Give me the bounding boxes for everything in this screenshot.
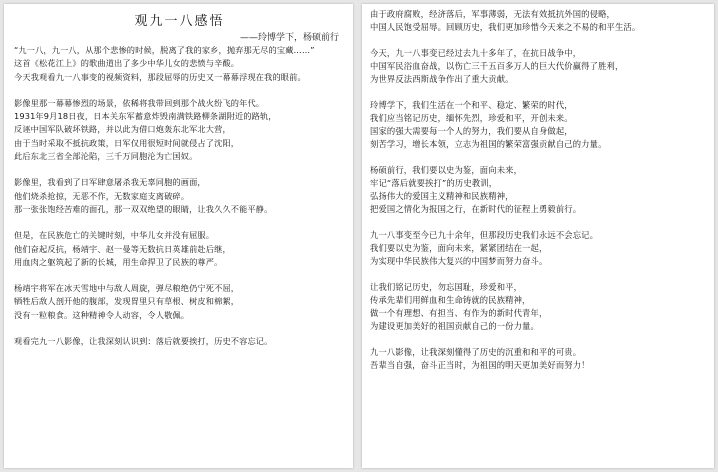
text-line: 我们要以史为鉴，面向未来，紧紧团结在一起， — [370, 243, 548, 253]
text-line: 牢记“落后就要挨打”的历史教训， — [370, 178, 498, 188]
text-line: 刻苦学习，增长本领，立志为祖国的繁荣富强贡献自己的力量。 — [370, 139, 607, 149]
text-line: 由于政府腐败，经济落后，军事薄弱，无法有效抵抗外国的侵略， — [370, 9, 615, 19]
text-line: 让我们铭记历史，勿忘国耻，珍爱和平， — [370, 282, 523, 292]
left-text-body — [14, 44, 345, 348]
text-line: 弘扬伟大的爱国主义精神和民族精神， — [370, 191, 514, 201]
text-line — [370, 151, 706, 164]
essay-title: 观九一八感悟 — [134, 14, 225, 29]
text-line: “九一八，九一八，从那个悲惨的时候，脱离了我的家乡，抛弃那无尽的宝藏……” — [14, 45, 315, 55]
text-line: 为实现中华民族伟大复兴的中国梦而努力奋斗。 — [370, 256, 548, 266]
text-line: 传承先辈们用鲜血和生命铸就的民族精神， — [370, 295, 531, 305]
text-line — [14, 322, 345, 335]
text-line: 这首《松花江上》的歌曲道出了多少中华儿女的悲愤与辛酸。 — [14, 58, 240, 69]
essay-author: ——玲博学下，杨硕前行 — [239, 33, 339, 43]
text-line — [14, 216, 345, 229]
text-line: 吾辈当自强，奋斗正当时，为祖国的明天更加美好而努力！ — [370, 360, 590, 370]
text-line: 1931年9月18日夜，日本关东军蓄意炸毁南满铁路柳条湖附近的路轨， — [14, 111, 277, 122]
text-line — [370, 86, 706, 99]
text-line: 他们烧杀抢掠，无恶不作，无数家庭支离破碎。 — [14, 190, 190, 201]
text-line: 那一张张饱经苦难的面孔，那一双双绝望的眼睛，让我久久不能平静。 — [14, 203, 273, 214]
text-line: 他们奋起反抗，杨靖宇、赵一曼等无数抗日英雄前赴后继， — [14, 243, 231, 254]
text-line: 反诬中国军队破坏铁路，并以此为借口炮轰东北军北大营， — [14, 124, 231, 135]
essay-page-right — [362, 4, 714, 468]
text-line: 我们应当铭记历史，缅怀先烈，珍爱和平，开创未来。 — [370, 113, 573, 123]
text-line — [14, 163, 345, 176]
essay-page-left — [4, 4, 353, 468]
text-line: 影像里那一幕幕惨烈的场景，依稀将我带回到那个战火纷飞的年代。 — [14, 97, 265, 108]
text-line: 此后东北三省全部沦陷，三千万同胞沦为亡国奴。 — [14, 151, 198, 162]
text-line: 为世界反法西斯战争作出了重大贡献。 — [370, 74, 514, 84]
text-line: 影像里，我看到了日军肆意屠杀我无辜同胞的画面， — [14, 177, 206, 188]
text-line: 把爱国之情化为报国之行，在新时代的征程上勇毅前行。 — [370, 204, 582, 214]
text-line — [370, 216, 706, 229]
text-line: 但是，在民族危亡的关键时刻，中华儿女并没有屈服。 — [14, 230, 215, 241]
text-line: 由于当时采取不抵抗政策，日军仅用很短时间就侵占了沈阳， — [14, 137, 240, 148]
text-line: 中国人民饱受屈辱。回顾历史，我们更加珍惜今天来之不易的和平生活。 — [370, 22, 641, 32]
text-line: 九一八事变至今已九十余年，但那段历史我们永远不会忘记。 — [370, 230, 599, 240]
text-line: 牺牲后敌人剖开他的腹部，发现胃里只有草根、树皮和棉絮， — [14, 296, 240, 307]
right-text-body — [370, 8, 706, 372]
text-line: 为建设更加美好的祖国贡献自己的一份力量。 — [370, 321, 539, 331]
text-line: 玲博学下，我们生活在一个和平、稳定、繁荣的时代， — [370, 100, 573, 110]
text-line — [14, 269, 345, 282]
text-line: 九一八影像，让我深刻懂得了历史的沉重和和平的可贵。 — [370, 347, 582, 357]
text-line: 今天我观看九一八事变的视频资料，那段屈辱的历史又一幕幕浮现在我的眼前。 — [14, 71, 306, 82]
text-line: 用血肉之躯筑起了新的长城，用生命捍卫了民族的尊严。 — [14, 256, 223, 267]
text-line — [370, 268, 706, 281]
text-line: 杨硕前行，我们要以史为鉴，面向未来， — [370, 165, 523, 175]
text-line — [14, 84, 345, 97]
text-line: 今天，九一八事变已经过去九十多年了，在抗日战争中， — [370, 48, 582, 58]
text-line: 观看完九一八影像，让我深刻认识到：落后就要挨打，历史不容忘记。 — [14, 336, 273, 347]
text-line — [370, 333, 706, 346]
text-line — [370, 34, 706, 47]
text-line: 没有一粒粮食。这种精神令人动容，令人敬佩。 — [14, 309, 190, 320]
text-line: 国家的强大需要每一个人的努力，我们要从自身做起， — [370, 126, 573, 136]
text-line: 做一个有理想、有担当、有作为的新时代青年， — [370, 308, 548, 318]
text-line: 杨靖宇将军在冰天雪地中与敌人周旋，弹尽粮绝仍宁死不屈， — [14, 283, 240, 294]
text-line: 中国军民浴血奋战，以伤亡三千五百多万人的巨大代价赢得了胜利， — [370, 61, 624, 71]
